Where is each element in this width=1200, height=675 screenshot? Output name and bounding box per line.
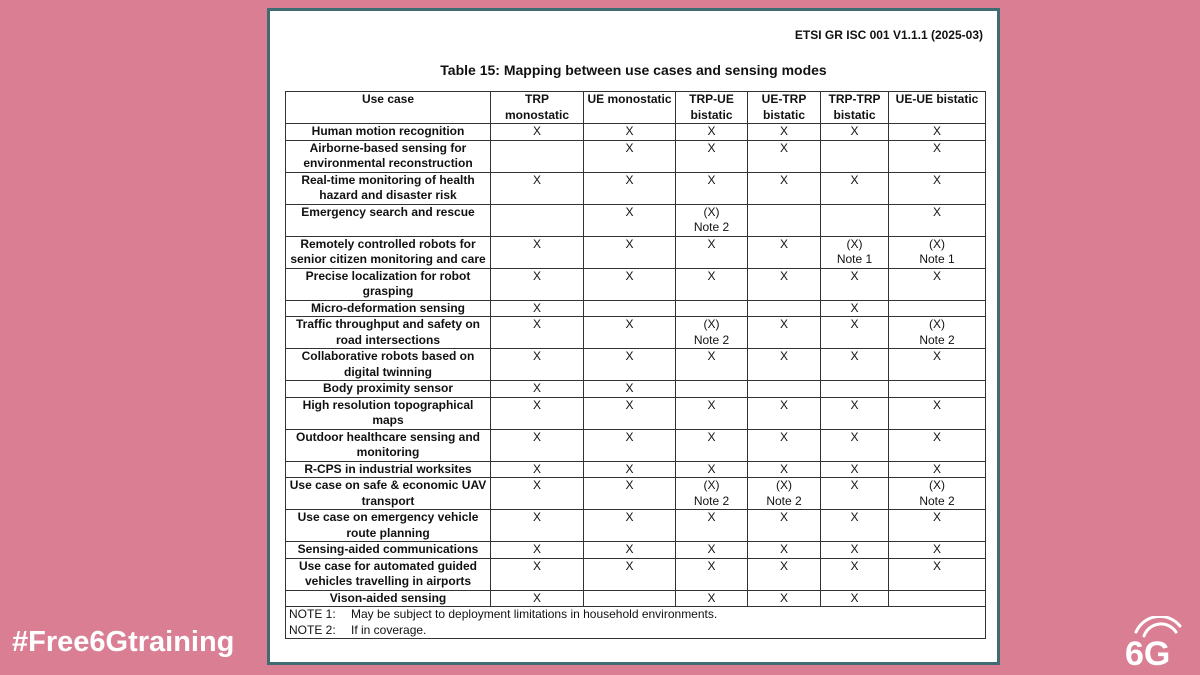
mode-cell: X xyxy=(676,349,748,381)
mode-cell: (X) Note 2 xyxy=(676,478,748,510)
mode-cell xyxy=(889,381,986,398)
table-header-row xyxy=(286,92,986,124)
use-case-cell: Collaborative robots based on digital twinning xyxy=(286,349,491,381)
use-case-cell: Use case on emergency vehicle route planning xyxy=(286,510,491,542)
table-title: Table 15: Mapping between use cases and sensing modes xyxy=(440,62,827,78)
mode-cell: X xyxy=(889,429,986,461)
mode-cell: X xyxy=(889,204,986,236)
use-case-cell: High resolution topographical maps xyxy=(286,397,491,429)
use-case-cell: Micro-deformation sensing xyxy=(286,300,491,317)
mode-cell: (X) Note 1 xyxy=(821,236,889,268)
mode-cell: X xyxy=(889,349,986,381)
mode-cell: X xyxy=(676,558,748,590)
mode-cell: X xyxy=(821,510,889,542)
mode-cell: X xyxy=(491,349,584,381)
mode-cell: X xyxy=(676,236,748,268)
mode-cell: X xyxy=(748,461,821,478)
mode-cell xyxy=(584,590,676,607)
mode-cell: X xyxy=(584,558,676,590)
mode-cell: X xyxy=(821,300,889,317)
column-header: UE-UE bistatic xyxy=(889,92,986,124)
mode-cell: X xyxy=(491,124,584,141)
table-row xyxy=(286,268,986,300)
mode-cell: X xyxy=(676,140,748,172)
mode-cell: X xyxy=(584,478,676,510)
mode-cell: X xyxy=(676,590,748,607)
note-1 xyxy=(289,607,983,623)
mode-cell: X xyxy=(889,397,986,429)
mode-cell: X xyxy=(748,236,821,268)
logo-text: 6G xyxy=(1125,635,1171,668)
table-row xyxy=(286,204,986,236)
table-row xyxy=(286,317,986,349)
mode-cell: X xyxy=(676,510,748,542)
mode-cell: X xyxy=(821,590,889,607)
table-row xyxy=(286,558,986,590)
mode-cell: X xyxy=(748,558,821,590)
mode-cell: X xyxy=(584,236,676,268)
use-case-cell: Airborne-based sensing for environmental reconstruction xyxy=(286,140,491,172)
use-case-cell: Body proximity sensor xyxy=(286,381,491,398)
mode-cell: X xyxy=(491,172,584,204)
note-label: NOTE 2: xyxy=(289,622,336,637)
mode-cell: X xyxy=(491,381,584,398)
mode-cell: (X) Note 2 xyxy=(889,478,986,510)
mode-cell: X xyxy=(821,172,889,204)
table-row xyxy=(286,590,986,607)
mode-cell: X xyxy=(491,397,584,429)
6g-logo-icon xyxy=(1122,616,1192,668)
mode-cell xyxy=(821,381,889,398)
table-row xyxy=(286,542,986,559)
use-case-cell: Vison-aided sensing xyxy=(286,590,491,607)
mode-cell: X xyxy=(676,172,748,204)
column-header: UE-TRP bistatic xyxy=(748,92,821,124)
use-case-cell: Use case on safe & economic UAV transport xyxy=(286,478,491,510)
mode-cell: X xyxy=(676,429,748,461)
use-case-cell: Remotely controlled robots for senior citizen monitoring and care xyxy=(286,236,491,268)
mode-cell: X xyxy=(748,510,821,542)
use-case-cell: Emergency search and rescue xyxy=(286,204,491,236)
mode-cell xyxy=(491,204,584,236)
mode-cell: X xyxy=(491,510,584,542)
mode-cell: X xyxy=(821,349,889,381)
mode-cell: X xyxy=(821,397,889,429)
mode-cell: (X) Note 2 xyxy=(889,317,986,349)
mode-cell: X xyxy=(889,172,986,204)
hashtag-label: #Free6Gtraining xyxy=(12,626,235,658)
mode-cell: X xyxy=(889,558,986,590)
mode-cell: X xyxy=(889,140,986,172)
mode-cell xyxy=(491,140,584,172)
column-header: UE monostatic xyxy=(584,92,676,124)
mode-cell: X xyxy=(748,397,821,429)
note-text: If in coverage. xyxy=(351,622,427,637)
mode-cell: X xyxy=(491,558,584,590)
mode-cell: (X) Note 1 xyxy=(889,236,986,268)
mode-cell: X xyxy=(748,172,821,204)
column-header: TRP-TRP bistatic xyxy=(821,92,889,124)
mode-cell: X xyxy=(491,461,584,478)
table-row xyxy=(286,172,986,204)
table-row xyxy=(286,140,986,172)
column-header: TRP-UE bistatic xyxy=(676,92,748,124)
mode-cell: X xyxy=(748,140,821,172)
table-row xyxy=(286,429,986,461)
mode-cell: X xyxy=(889,542,986,559)
mode-cell: X xyxy=(491,478,584,510)
mode-cell: X xyxy=(584,542,676,559)
table-row xyxy=(286,461,986,478)
table-row xyxy=(286,510,986,542)
use-case-cell: Precise localization for robot grasping xyxy=(286,268,491,300)
mode-cell: X xyxy=(821,317,889,349)
mode-cell: X xyxy=(584,140,676,172)
mode-cell: X xyxy=(821,124,889,141)
mode-cell: X xyxy=(748,124,821,141)
mode-cell: X xyxy=(821,429,889,461)
table-row xyxy=(286,300,986,317)
document-page xyxy=(267,8,1000,665)
mode-cell xyxy=(889,300,986,317)
mode-cell: X xyxy=(821,268,889,300)
table-row xyxy=(286,381,986,398)
mode-cell: X xyxy=(889,510,986,542)
mode-cell: X xyxy=(584,510,676,542)
mode-cell: X xyxy=(748,542,821,559)
mode-cell xyxy=(584,300,676,317)
mode-cell: X xyxy=(676,397,748,429)
note-2 xyxy=(289,623,983,639)
table-row xyxy=(286,124,986,141)
mode-cell xyxy=(821,140,889,172)
mode-cell: X xyxy=(584,461,676,478)
mode-cell: X xyxy=(584,317,676,349)
mode-cell xyxy=(748,300,821,317)
notes-cell xyxy=(286,607,986,639)
mode-cell: X xyxy=(491,590,584,607)
column-header: Use case xyxy=(286,92,491,124)
mode-cell: X xyxy=(491,317,584,349)
use-case-cell: Human motion recognition xyxy=(286,124,491,141)
mode-cell: X xyxy=(889,461,986,478)
mode-cell: X xyxy=(748,590,821,607)
mode-cell: X xyxy=(748,429,821,461)
mode-cell xyxy=(676,381,748,398)
mode-cell xyxy=(748,204,821,236)
note-label: NOTE 1: xyxy=(289,607,336,621)
mode-cell xyxy=(889,590,986,607)
mode-cell: X xyxy=(491,236,584,268)
mode-cell: X xyxy=(584,204,676,236)
mode-cell: X xyxy=(584,349,676,381)
mode-cell xyxy=(821,204,889,236)
mode-cell: X xyxy=(491,300,584,317)
note-text: May be subject to deployment limitations in household environments. xyxy=(351,607,718,621)
use-case-cell: Traffic throughput and safety on road intersections xyxy=(286,317,491,349)
mode-cell: X xyxy=(821,478,889,510)
use-case-cell: Real-time monitoring of health hazard and disaster risk xyxy=(286,172,491,204)
use-case-cell: Use case for automated guided vehicles travelling in airports xyxy=(286,558,491,590)
mode-cell: X xyxy=(748,317,821,349)
mode-cell: X xyxy=(748,349,821,381)
mode-cell: X xyxy=(676,542,748,559)
mode-cell: X xyxy=(491,429,584,461)
mode-cell: X xyxy=(821,542,889,559)
mode-cell: X xyxy=(584,397,676,429)
mode-cell xyxy=(676,300,748,317)
mode-cell: (X) Note 2 xyxy=(748,478,821,510)
mode-cell: X xyxy=(584,381,676,398)
table-row xyxy=(286,349,986,381)
mode-cell: X xyxy=(889,124,986,141)
table-row xyxy=(286,478,986,510)
mode-cell xyxy=(748,381,821,398)
mode-cell: (X) Note 2 xyxy=(676,317,748,349)
table-row xyxy=(286,397,986,429)
mode-cell: X xyxy=(821,461,889,478)
use-case-cell: R-CPS in industrial worksites xyxy=(286,461,491,478)
mode-cell: (X) Note 2 xyxy=(676,204,748,236)
mode-cell: X xyxy=(584,268,676,300)
mode-cell: X xyxy=(584,172,676,204)
notes-row xyxy=(286,607,986,639)
mode-cell: X xyxy=(676,461,748,478)
mode-cell: X xyxy=(676,268,748,300)
table-row xyxy=(286,236,986,268)
mapping-table xyxy=(285,91,986,639)
use-case-cell: Outdoor healthcare sensing and monitoring xyxy=(286,429,491,461)
mode-cell: X xyxy=(889,268,986,300)
document-header: ETSI GR ISC 001 V1.1.1 (2025-03) xyxy=(794,28,983,42)
table-body xyxy=(286,124,986,607)
mode-cell: X xyxy=(748,268,821,300)
mode-cell: X xyxy=(821,558,889,590)
mode-cell: X xyxy=(584,124,676,141)
mode-cell: X xyxy=(584,429,676,461)
use-case-cell: Sensing-aided communications xyxy=(286,542,491,559)
mode-cell: X xyxy=(491,268,584,300)
column-header: TRP monostatic xyxy=(491,92,584,124)
mode-cell: X xyxy=(676,124,748,141)
mode-cell: X xyxy=(491,542,584,559)
